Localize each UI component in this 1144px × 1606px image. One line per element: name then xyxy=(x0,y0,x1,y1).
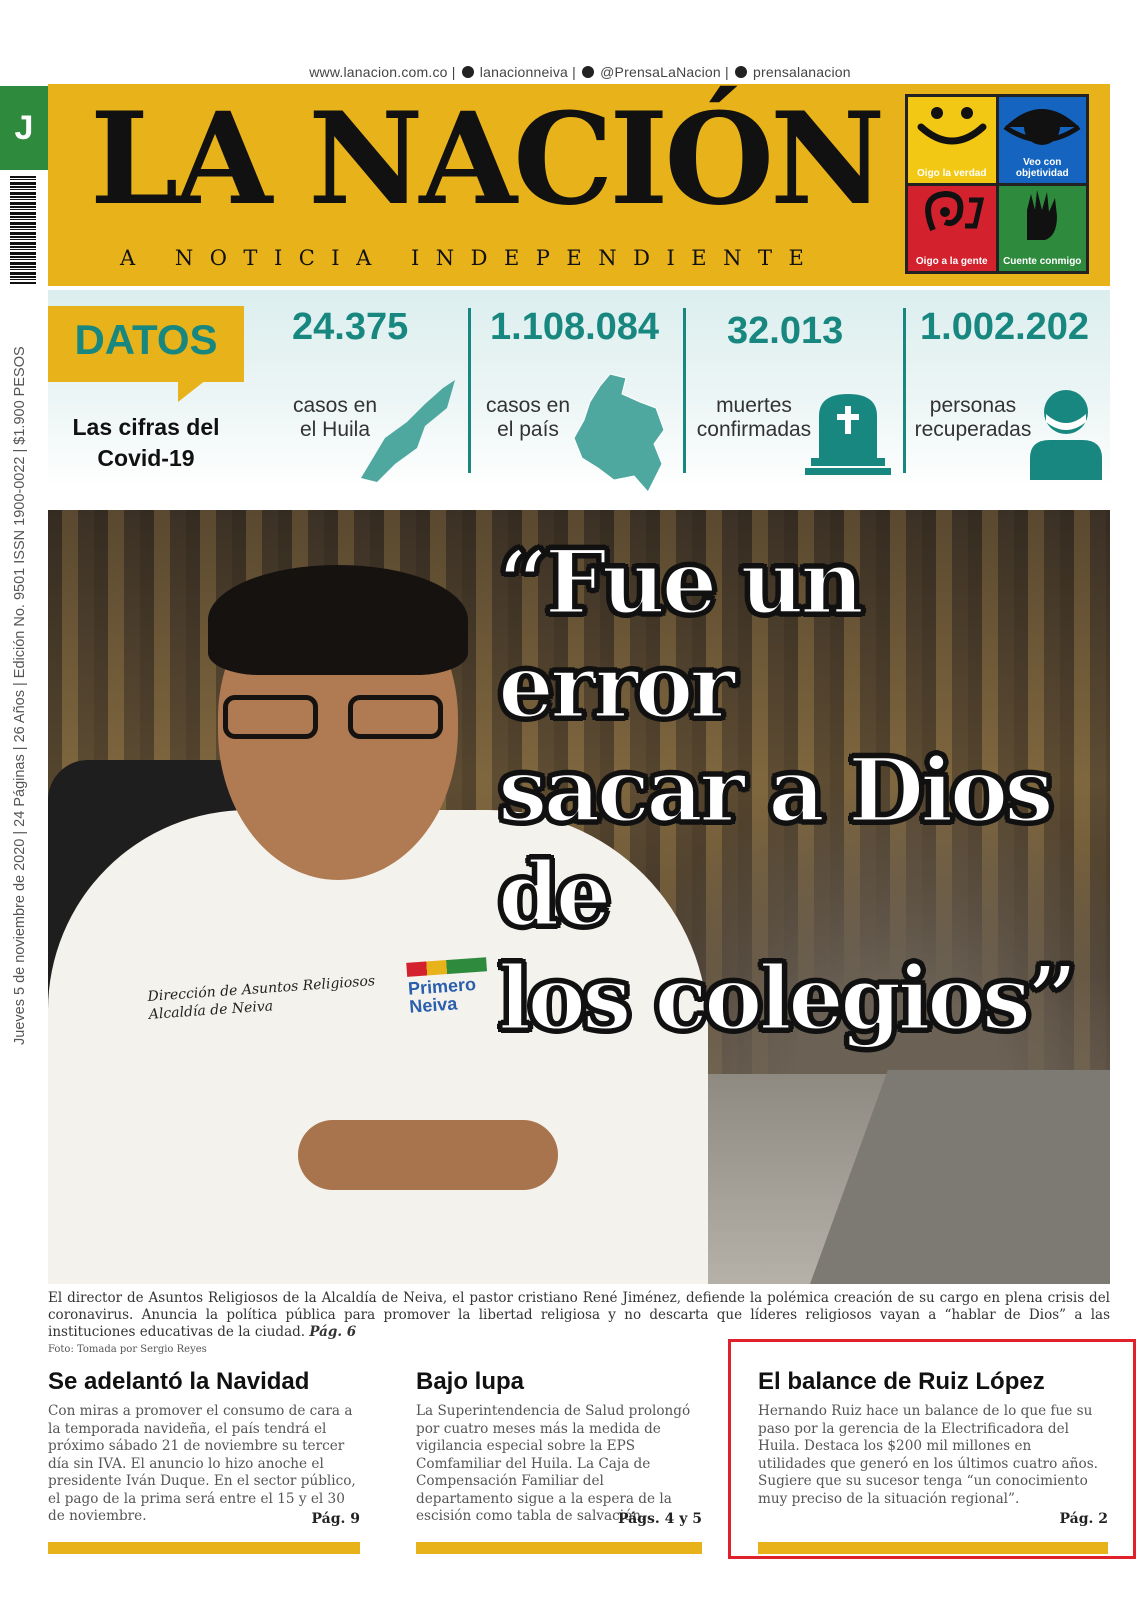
facebook-icon xyxy=(462,66,474,78)
article-page-ref[interactable]: Pág. 2 xyxy=(1059,1511,1108,1527)
ear-icon xyxy=(908,186,996,272)
article-title[interactable]: Bajo lupa xyxy=(416,1368,525,1395)
article-page-ref[interactable]: Pág. 9 xyxy=(311,1511,360,1527)
datos-label: DATOS xyxy=(74,316,218,363)
value-label: Veo con objetividad xyxy=(1015,156,1069,179)
huila-map-icon xyxy=(355,378,465,488)
stat-label-line: muertes xyxy=(716,394,792,417)
person-hair xyxy=(208,565,468,675)
value-label: Cuente conmigo xyxy=(1003,256,1082,267)
stat-label-line: confirmadas xyxy=(696,418,812,441)
value-label: Oigo a la gente xyxy=(915,256,988,267)
facebook-handle[interactable]: lanacionneiva xyxy=(479,64,569,80)
edition-info: Jueves 5 de noviembre de 2020 | 24 Páginas | 26 Años | Edición No. 9501 ISSN 1900-0022 | $1.900 PESOS xyxy=(12,346,28,1045)
values-logo xyxy=(905,94,1089,274)
photo-caption xyxy=(48,1290,1110,1341)
instagram-handle[interactable]: prensalanacion xyxy=(753,64,851,80)
hand-icon xyxy=(999,186,1087,272)
divider xyxy=(683,308,686,473)
datos-caption: Las cifras del Covid-19 xyxy=(72,414,220,471)
stat-number: 1.002.202 xyxy=(920,306,1090,348)
newspaper-subtitle: A NOTICIA INDEPENDIENTE xyxy=(120,246,821,270)
divider xyxy=(468,308,471,473)
logo-line: Primero xyxy=(407,974,477,999)
website-link[interactable]: www.lanacion.com.co xyxy=(309,64,448,80)
person-hands xyxy=(298,1120,558,1190)
stat-label-line: casos en xyxy=(485,394,571,417)
tombstone-icon xyxy=(805,388,891,476)
stat-label-line: recuperadas xyxy=(914,418,1032,441)
value-label: Oigo la verdad xyxy=(917,167,987,179)
stat-number: 1.108.084 xyxy=(490,306,660,348)
headline-line: sacar a Dios de xyxy=(498,738,1050,946)
twitter-icon xyxy=(582,66,594,78)
instagram-icon xyxy=(735,66,747,78)
photo-credit: Foto: Tomada por Sergio Reyes xyxy=(48,1344,207,1355)
primero-neiva-logo xyxy=(406,957,490,1015)
stat-label-line: el país xyxy=(497,418,559,441)
eye-icon xyxy=(999,97,1087,183)
newspaper-title: LA NACIÓN xyxy=(90,85,882,233)
divider xyxy=(903,308,906,473)
main-headline[interactable] xyxy=(498,530,1098,1050)
article-title[interactable]: El balance de Ruiz López xyxy=(758,1368,1045,1395)
article-underline xyxy=(48,1542,360,1554)
headline-line: los colegios” xyxy=(498,946,1074,1050)
datos-tag-pointer xyxy=(178,380,206,402)
embroidery-line: Dirección de Asuntos Religiosos xyxy=(147,973,376,1005)
stat-label xyxy=(688,394,820,442)
stat-number: 24.375 xyxy=(292,306,409,348)
social-links: www.lanacion.com.co | lanacionneiva | @PrensaLaNacion | prensalanacion xyxy=(309,64,851,80)
article-body: Hernando Ruiz hace un balance de lo que fue su paso por la gerencia de la Electrificadora del Huila. Destaca los $200 mil millones en utilidades que generó en los últimos cuatro años. Sugiere que su sucesor tenga “un conocimiento muy preciso de la situación regional”. xyxy=(758,1403,1098,1507)
stat-number: 32.013 xyxy=(727,310,844,352)
hero-photo xyxy=(48,510,1110,1284)
embroidery-line: Alcaldía de Neiva xyxy=(148,998,274,1023)
article-body: La Superintendencia de Salud prolongó por cuatro meses más la medida de vigilancia especial sobre la EPS Comfamiliar del Huila. La Caja de Compensación Familiar del departamento sigue a la espera de la escisión como tabla de salvación. xyxy=(416,1403,691,1524)
headline-line: “Fue un error xyxy=(498,530,861,738)
colombia-map-icon xyxy=(570,372,670,498)
twitter-handle[interactable]: @PrensaLaNacion xyxy=(600,64,721,80)
edition-letter: J xyxy=(0,86,48,170)
stat-label-line: casos en xyxy=(292,394,378,417)
stat-label xyxy=(908,394,1038,442)
article-page-ref[interactable]: Págs. 4 y 5 xyxy=(617,1511,702,1527)
barcode xyxy=(10,176,36,284)
caption-page-ref[interactable]: Pág. 6 xyxy=(309,1324,357,1340)
stat-label-line: personas xyxy=(929,394,1017,417)
glasses-icon xyxy=(223,695,453,741)
smile-icon xyxy=(908,97,996,183)
article-title[interactable]: Se adelantó la Navidad xyxy=(48,1368,310,1395)
article-underline xyxy=(416,1542,702,1554)
stat-label-line: el Huila xyxy=(299,418,371,441)
caption-text: El director de Asuntos Religiosos de la Alcaldía de Neiva, el pastor cristiano René Jiménez, defiende la polémica creación de su cargo en plena crisis del coronavirus. Anuncia la política pública para promover la libertad religiosa y no descarta que líderes religiosos vayan a “hablar de Dios” a las instituciones educativas de la ciudad. xyxy=(48,1290,1110,1340)
masked-person-icon xyxy=(1028,388,1104,480)
logo-line: Neiva xyxy=(408,993,458,1017)
highlight-box xyxy=(728,1339,1136,1559)
article-body: Con miras a promover el consumo de cara a la temporada navideña, el país tendrá el próximo sábado 21 de noviembre su tercer día sin IVA. El anuncio lo hizo anoche el presidente Iván Duque. En el sector público, el pago de la prima será entre el 15 y el 30 de noviembre. xyxy=(48,1403,356,1524)
